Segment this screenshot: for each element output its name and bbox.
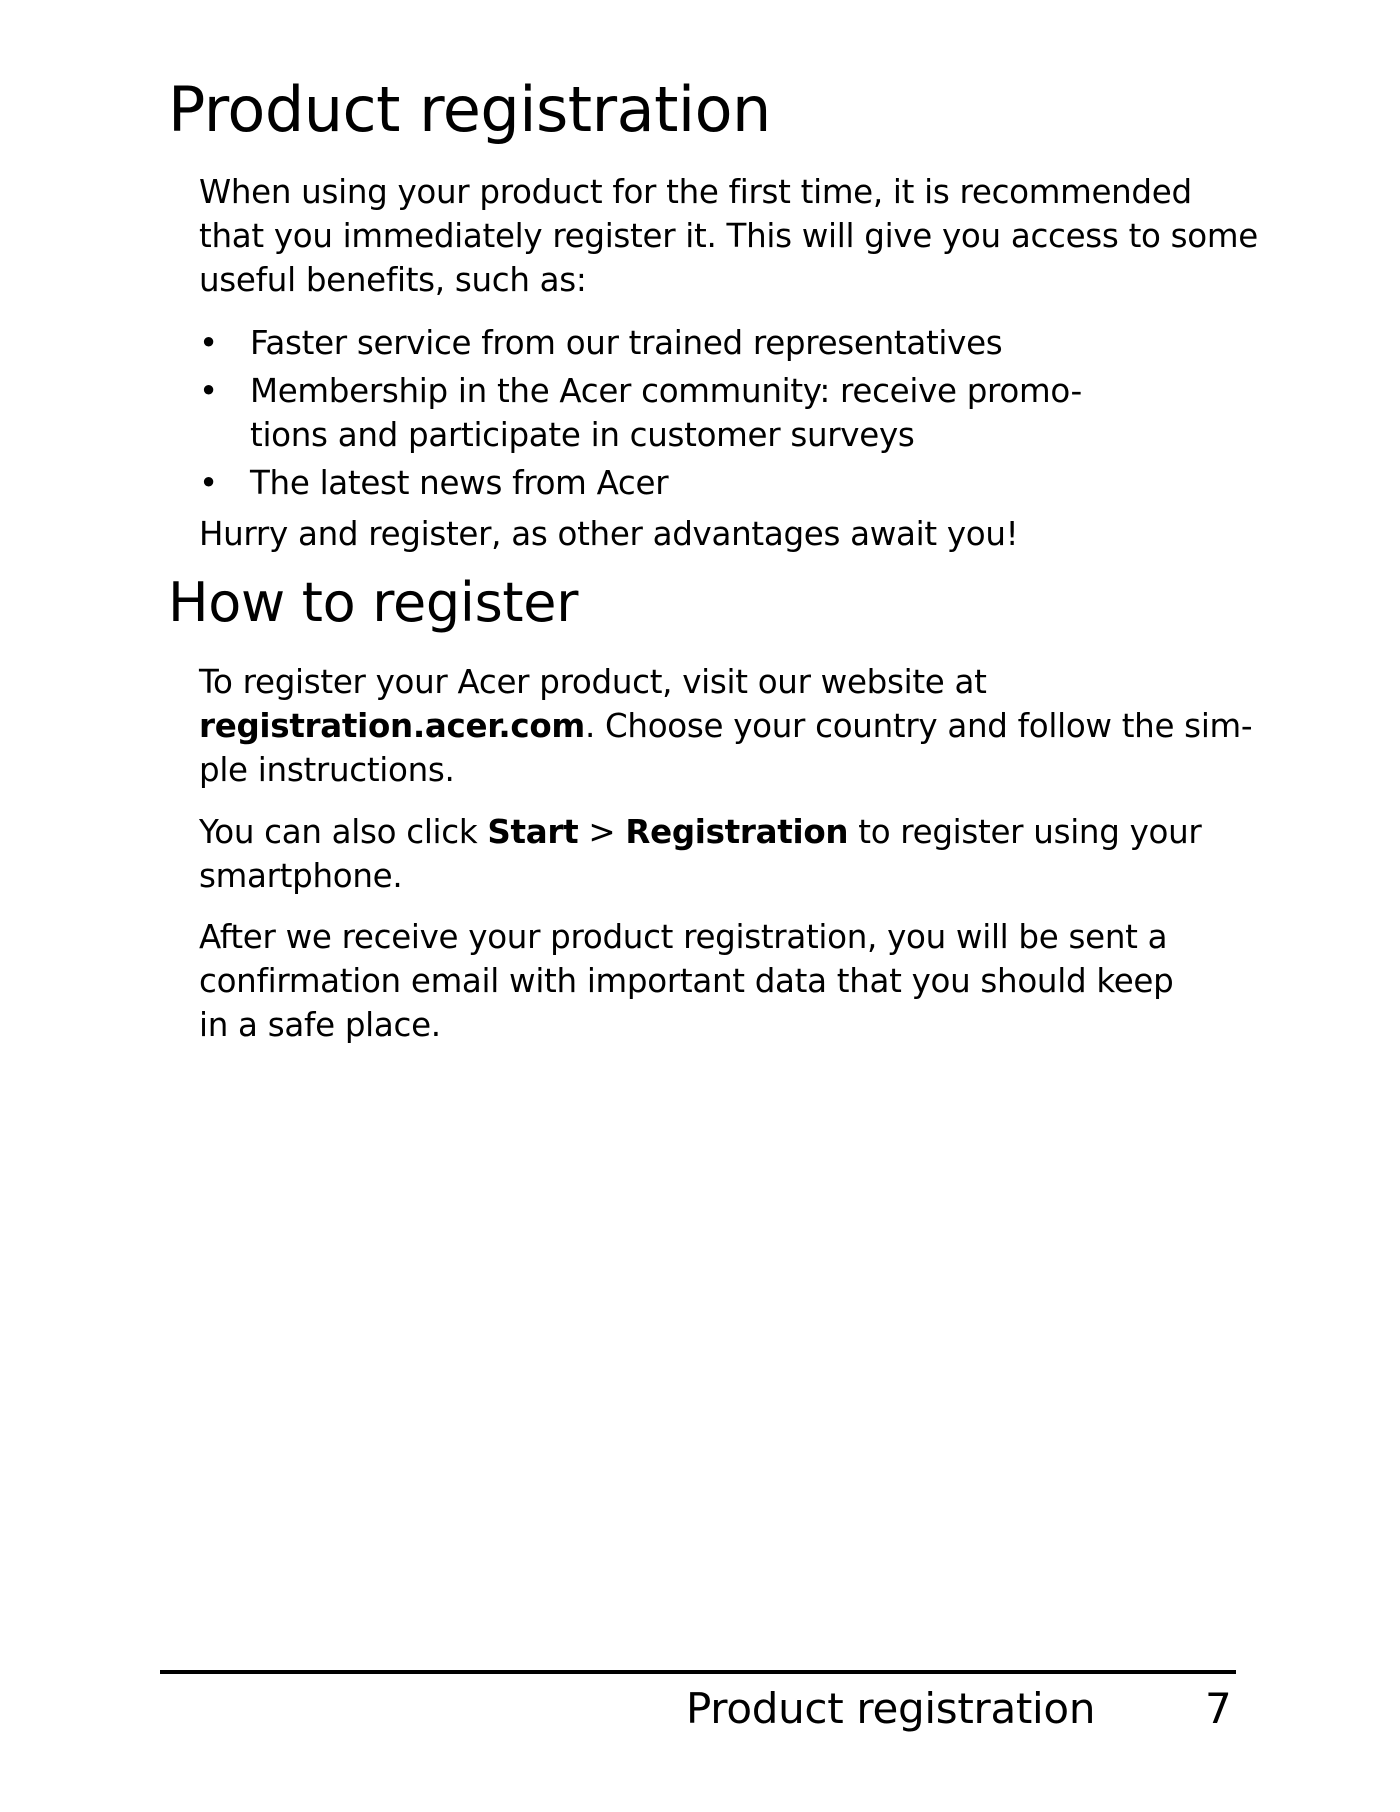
list-item-text: The latest news from Acer: [250, 464, 669, 502]
path-separator: >: [578, 813, 626, 851]
paragraph-text: You can also click: [199, 813, 488, 851]
list-item: [199, 461, 1199, 505]
confirmation-paragraph: [199, 915, 1259, 1047]
section-heading: How to register: [168, 571, 579, 634]
list-item: [199, 369, 1199, 457]
paragraph-text: smartphone.: [199, 857, 403, 895]
registration-app-reference: Registration: [625, 813, 849, 851]
list-item: [199, 321, 1199, 365]
registration-website-link[interactable]: registration.acer.com: [199, 707, 585, 745]
intro-paragraph: When using your product for the first time, it is recommended that you immediately register it. This will give you access to some useful benefits, such as:: [199, 173, 1258, 299]
benefits-list: [199, 321, 1199, 509]
closing-paragraph: Hurry and register, as other advantages await you!: [199, 515, 1019, 553]
register-website-paragraph: [199, 660, 1259, 792]
bullet-icon: •: [199, 372, 218, 410]
bullet-icon: •: [199, 464, 218, 502]
bullet-icon: •: [199, 324, 218, 362]
paragraph-text: After we receive your product registration, you will be sent a: [199, 918, 1168, 956]
page-number: 7: [1205, 1684, 1232, 1733]
footer-divider: [160, 1670, 1236, 1674]
paragraph-text: To register your Acer product, visit our website at: [199, 663, 987, 701]
paragraph-text: . Choose your country and follow the sim-: [584, 707, 1253, 745]
paragraph-text: in a safe place.: [199, 1006, 441, 1044]
paragraph-text: to register using your: [848, 813, 1202, 851]
page-title: Product registration: [168, 73, 771, 146]
register-smartphone-paragraph: [199, 810, 1259, 898]
list-item-text-continued: tions and participate in customer surveys: [250, 416, 915, 454]
paragraph-text: ple instructions.: [199, 751, 455, 789]
start-menu-reference: Start: [487, 813, 579, 851]
footer-title: Product registration: [686, 1684, 1096, 1733]
paragraph-text: confirmation email with important data that you should keep: [199, 962, 1174, 1000]
list-item-text: Faster service from our trained representatives: [250, 324, 1003, 362]
list-item-text: Membership in the Acer community: receive promo-: [250, 372, 1082, 410]
